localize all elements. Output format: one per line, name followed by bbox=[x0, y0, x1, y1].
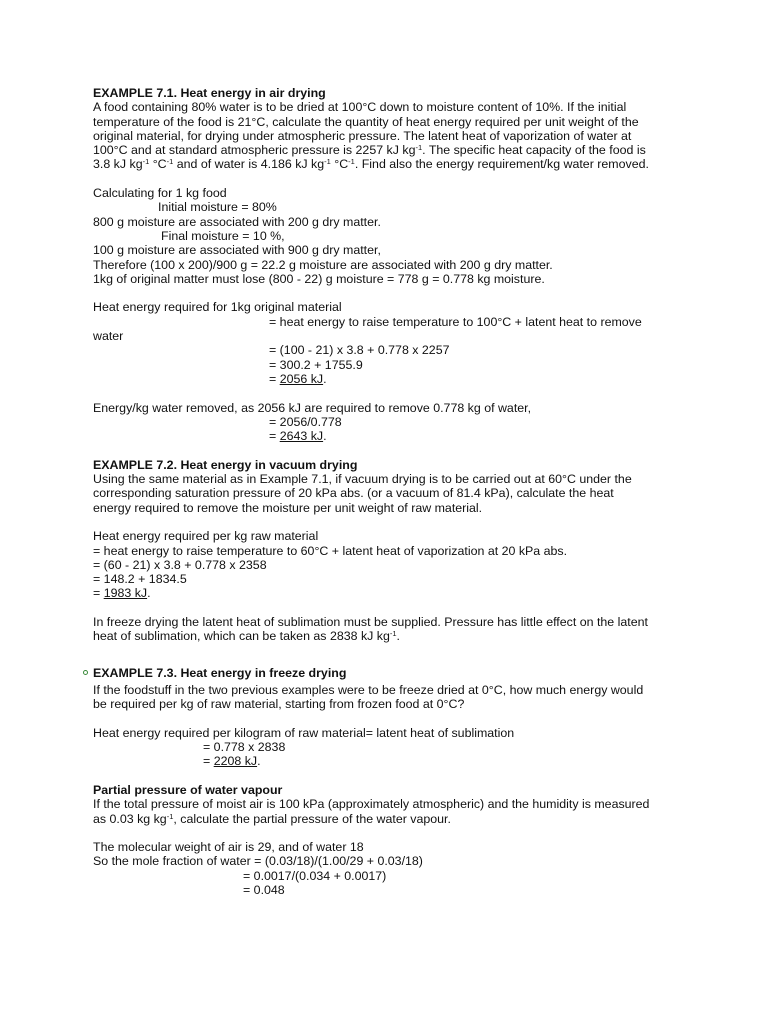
partial-eq1: = 0.0017/(0.034 + 0.0017) bbox=[243, 868, 387, 883]
ex2-eq2: = (60 - 21) x 3.8 + 0.778 x 2358 bbox=[93, 557, 267, 572]
ex2-freeze-line-2: heat of sublimation, which can be taken as 2838 kJ $kg^{-1}$. bbox=[93, 629, 400, 644]
ex3-heat-req: Heat energy required per kilogram of raw material= latent heat of sublimation bbox=[93, 725, 515, 740]
ex1-para-line-2: temperature of the food is 21°C, calculate the quantity of heat energy required per unit weight of the bbox=[93, 114, 639, 129]
ex2-para-line-1: Using the same material as in Example 7.1, if vacuum drying is to be carried out at 60°C under the bbox=[93, 472, 632, 487]
ex1-water: water bbox=[93, 329, 124, 344]
ex2-para-line-3: energy required to remove the moisture per unit weight of raw material. bbox=[93, 500, 483, 515]
partial-pressure-title: Partial pressure of water vapour bbox=[93, 782, 283, 797]
ex3-para-line-1: If the foodstuff in the two previous examples were to be freeze dried at 0°C, how much energy would bbox=[93, 682, 644, 697]
ex1-initial-moisture: Initial moisture = 80% bbox=[158, 200, 277, 215]
partial-eq2: = 0.048 bbox=[243, 883, 285, 898]
example-7-1-title: EXAMPLE 7.1. Heat energy in air drying bbox=[93, 86, 326, 100]
example-7-3-title: EXAMPLE 7.3. Heat energy in freeze drying bbox=[93, 666, 683, 680]
ex1-para-line-5: 3.8 kJ $kg^{-1}$ $^\circ C^{-1}$ and of water is 4.186 kJ $kg^{-1}$ $^\circ C^{-1}$. Find also the energy requirement/kg water removed. bbox=[93, 157, 649, 172]
ex1-eq2: = (100 - 21) x 3.8 + 0.778 x 2257 bbox=[269, 343, 450, 358]
ex3-eq1: = 0.778 x 2838 bbox=[203, 740, 286, 755]
ex1-eq1: = heat energy to raise temperature to 100°C + latent heat to remove bbox=[269, 314, 642, 329]
ex2-eq3: = 148.2 + 1834.5 bbox=[93, 572, 187, 587]
ex1-line-100: 100 g moisture are associated with 900 g dry matter, bbox=[93, 243, 381, 258]
example-7-2-title: EXAMPLE 7.2. Heat energy in vacuum drying bbox=[93, 457, 358, 472]
ex1-must-lose: 1kg of original matter must lose (800 - 22) g moisture = 778 g = 0.778 kg moisture. bbox=[93, 271, 545, 286]
ex1-therefore: Therefore (100 x 200)/900 g = 22.2 g moisture are associated with 200 g dry matter. bbox=[93, 257, 553, 272]
ex1-eq3: = 300.2 + 1755.9 bbox=[269, 357, 363, 372]
ex2-para-line-2: corresponding saturation pressure of 20 kPa abs. (or a vacuum of 81.4 kPa), calculate the heat bbox=[93, 486, 614, 501]
ex1-heat-req: Heat energy required for 1kg original material bbox=[93, 300, 342, 315]
ex3-eq2: = 2208 kJ. bbox=[203, 754, 261, 769]
ex1-eq5: = 2056/0.778 bbox=[269, 414, 342, 429]
ex2-heat-req: Heat energy required per kg raw material bbox=[93, 529, 319, 544]
ex1-eq4: = 2056 kJ. bbox=[269, 371, 327, 386]
document-body bbox=[93, 86, 683, 897]
ex1-para-line-3: original material, for drying under atmospheric pressure. The latent heat of vaporization of water at bbox=[93, 128, 632, 143]
ex1-energy-per-kg: Energy/kg water removed, as 2056 kJ are required to remove 0.778 kg of water, bbox=[93, 400, 532, 415]
ex2-eq4: = 1983 kJ. bbox=[93, 586, 151, 601]
ex1-calc-intro: Calculating for 1 kg food bbox=[93, 186, 227, 201]
ex1-para-line-1: A food containing 80% water is to be dried at 100°C down to moisture content of 10%. If the initial bbox=[93, 100, 627, 115]
ex1-eq6: = 2643 kJ. bbox=[269, 429, 327, 444]
bullet-icon bbox=[83, 670, 88, 675]
partial-para-line-2: as 0.03 kg $kg^{-1}$, calculate the partial pressure of the water vapour. bbox=[93, 811, 451, 826]
ex2-freeze-line-1: In freeze drying the latent heat of sublimation must be supplied. Pressure has little effect on the latent bbox=[93, 614, 648, 629]
ex1-line-800: 800 g moisture are associated with 200 g dry matter. bbox=[93, 214, 381, 229]
ex2-eq1: = heat energy to raise temperature to 60°C + latent heat of vaporization at 20 kPa abs. bbox=[93, 543, 568, 558]
partial-mol-weight: The molecular weight of air is 29, and of water 18 bbox=[93, 840, 364, 855]
ex3-para-line-2: be required per kg of raw material, starting from frozen food at 0°C? bbox=[93, 697, 465, 712]
partial-mole-fraction: So the mole fraction of water = (0.03/18)/(1.00/29 + 0.03/18) bbox=[93, 854, 423, 869]
ex1-para-line-4: 100°C and at standard atmospheric pressure is 2257 kJ $kg^{-1}$. The specific heat capacity of the food is bbox=[93, 143, 646, 158]
partial-para-line-1: If the total pressure of moist air is 100 kPa (approximately atmospheric) and the humidity is measured bbox=[93, 797, 650, 812]
ex1-final-moisture: Final moisture = 10 %, bbox=[161, 228, 285, 243]
